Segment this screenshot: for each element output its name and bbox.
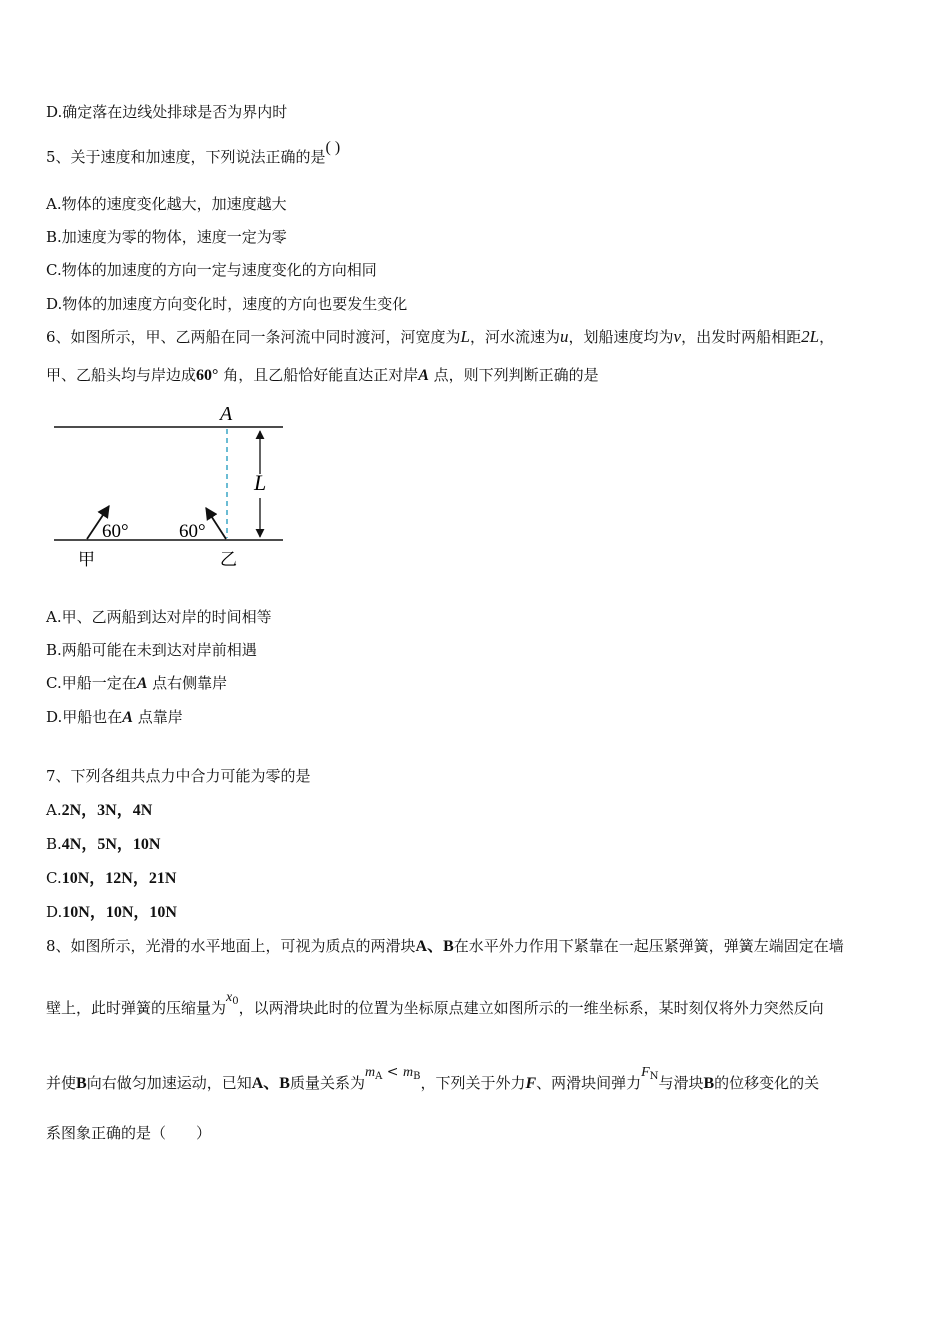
q5-option-a: A.物体的速度变化越大，加速度越大 — [46, 195, 287, 213]
q8-stem-line1 — [46, 936, 844, 957]
q7-stem: 7、下列各组共点力中合力可能为零的是 — [46, 767, 311, 785]
q5-option-b: B.加速度为零的物体，速度一定为零 — [46, 228, 287, 246]
option-value: 2N，3N，4N — [61, 802, 153, 819]
block-B: B — [703, 1075, 715, 1092]
var-F: F — [641, 1065, 650, 1080]
var-u: u — [560, 327, 569, 346]
sub-A: A — [375, 1071, 383, 1082]
option-label: D. — [46, 903, 63, 921]
q6-option-c — [46, 673, 227, 694]
q6-text: ，划船速度均为 — [568, 328, 674, 346]
q7-option-c — [46, 868, 176, 889]
q8-text: 与滑块 — [658, 1074, 704, 1092]
var-F: F — [525, 1075, 537, 1092]
blocks-AB: A、B — [415, 938, 454, 955]
boat-yi-label: 乙 — [220, 550, 237, 570]
point-A: A — [418, 367, 429, 384]
label-A: A — [220, 403, 233, 425]
q6-text: ，河水流速为 — [470, 328, 561, 346]
q8-text: 在水平外力作用下紧靠在一起压紧弹簧，弹簧左端固定在墙 — [453, 937, 844, 955]
q6-text: 点靠岸 — [137, 708, 183, 726]
q6-stem-line2 — [46, 365, 599, 386]
q8-text: 壁上，此时弹簧的压缩量为 — [46, 999, 227, 1017]
var-x: x — [226, 990, 233, 1005]
q7-option-b — [46, 834, 160, 855]
q5-answer-paren: ( ) — [325, 139, 341, 156]
sub-B: B — [413, 1071, 421, 1082]
var-v: v — [673, 327, 682, 346]
boat-jia-label: 甲 — [78, 550, 95, 570]
q6-stem-line1 — [46, 327, 834, 347]
point-A: A — [136, 675, 148, 692]
var-2L: 2L — [801, 327, 820, 346]
q8-stem-line3 — [46, 1064, 820, 1099]
q7-option-a — [46, 800, 152, 821]
q6-text: 6、如图所示，甲、乙两船在同一条河流中同时渡河，河宽度为 — [46, 328, 461, 346]
compression-x0 — [226, 989, 239, 1005]
q6-text: D.甲船也在 — [46, 708, 123, 726]
q8-text: ，以两滑块此时的位置为坐标原点建立如图所示的一维坐标系，某时刻仅将外力突然反向 — [238, 999, 824, 1017]
q6-option-a: A.甲、乙两船到达对岸的时间相等 — [46, 608, 272, 626]
var-L: L — [460, 327, 471, 346]
blocks-AB: A、B — [251, 1075, 290, 1092]
sub-N: N — [649, 1071, 659, 1082]
q5-option-d: D.物体的加速度方向变化时，速度的方向也要发生变化 — [46, 295, 408, 313]
boat-yi-velocity-arrow — [206, 508, 226, 539]
q6-option-b: B.两船可能在未到达对岸前相遇 — [46, 641, 257, 659]
var-m: m — [364, 1065, 376, 1080]
label-L: L — [254, 470, 267, 495]
q6-text: 点，则下列判断正确的是 — [433, 366, 599, 384]
q8-text: 质量关系为 — [289, 1074, 365, 1092]
q8-text: 、两滑块间弹力 — [536, 1074, 642, 1092]
q6-text: 点右侧靠岸 — [152, 674, 228, 692]
q8-text: 并使 — [46, 1074, 77, 1092]
normal-force-FN — [641, 1064, 658, 1080]
q6-text: 甲、乙船头均与岸边成 — [46, 366, 197, 384]
q8-text: 8、如图所示，光滑的水平地面上，可视为质点的两滑块 — [46, 937, 416, 955]
q5-option-c: C.物体的加速度的方向一定与速度变化的方向相同 — [46, 261, 377, 279]
angle-value: 60° — [196, 367, 219, 384]
angle-left: 60° — [102, 521, 129, 542]
option-value: 4N，5N，10N — [61, 836, 161, 853]
q8-stem-line2 — [46, 990, 824, 1024]
q7-option-d — [46, 902, 177, 923]
mass-relation — [365, 1064, 420, 1080]
q6-text: ， — [819, 328, 835, 346]
q8-stem-line4: 系图象正确的是（ ） — [46, 1124, 212, 1142]
q5-stem-text: 5、关于速度和加速度，下列说法正确的是 — [46, 148, 326, 166]
var-m: m — [402, 1065, 414, 1080]
q6-text: C.甲船一定在 — [46, 674, 137, 692]
q8-text: 的位移变化的关 — [714, 1074, 820, 1092]
q4-option-d: D.确定落在边线处排球是否为界内时 — [46, 103, 288, 121]
block-B: B — [76, 1075, 87, 1092]
option-value: 10N，10N，10N — [62, 904, 177, 921]
q6-text: 角，且乙船恰好能直达正对岸 — [223, 366, 419, 384]
option-label: B. — [46, 835, 62, 853]
q6-text: ，出发时两船相距 — [681, 328, 802, 346]
option-label: C. — [46, 869, 62, 887]
angle-right: 60° — [179, 521, 206, 542]
option-label: A. — [46, 801, 62, 819]
q8-text: ，下列关于外力 — [420, 1074, 526, 1092]
q8-text: 向右做匀加速运动，已知 — [86, 1074, 252, 1092]
q5-stem — [46, 139, 341, 168]
point-A: A — [122, 709, 133, 726]
option-value: 10N，12N，21N — [61, 870, 177, 887]
sub-0: 0 — [232, 996, 239, 1007]
less-than: < — [386, 1064, 399, 1080]
river-crossing-figure — [50, 400, 290, 576]
q6-option-d — [46, 707, 183, 728]
